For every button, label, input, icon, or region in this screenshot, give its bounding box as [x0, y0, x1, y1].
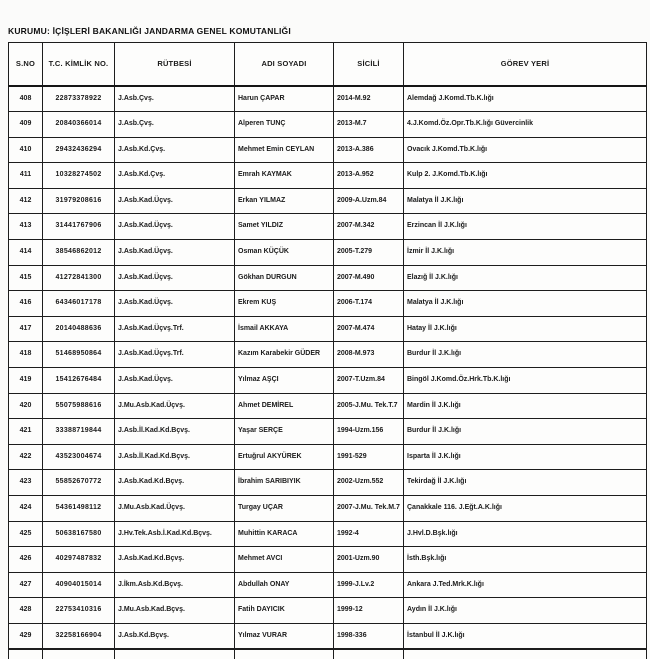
cell-rutbe: J.Asb.Kad.Üçvş.: [115, 240, 235, 266]
table-row: [9, 598, 647, 624]
cell-adi-soyadi: Alperen TUNÇ: [235, 112, 334, 138]
cell-rutbe: J.Asb.Kad.Kd.Bçvş.: [115, 547, 235, 573]
cell-sno: 417: [9, 316, 43, 342]
cell-tc-kimlik: 40904015014: [43, 572, 115, 598]
cell-gorev-yeri: J.Hvl.D.Bşk.lığı: [404, 521, 647, 547]
cell-rutbe: J.Asb.Kad.Üçvş.: [115, 188, 235, 214]
document-title: KURUMU: İÇİŞLERİ BAKANLIĞI JANDARMA GENEL KOMUTANLIĞI: [8, 26, 291, 36]
cell-sno: 418: [9, 342, 43, 368]
cell-sicil: 2013-A.386: [334, 137, 404, 163]
cell-rutbe: J.Mu.Asb.Kad.Bçvş.: [115, 598, 235, 624]
cell-gorev-yeri: İzmir İl J.K.lığı: [404, 240, 647, 266]
cell-rutbe: J.Asb.Kad.Kd.Bçvş.: [115, 470, 235, 496]
table-row: [9, 470, 647, 496]
cell-sicil: 1994-Uzm.156: [334, 419, 404, 445]
cell-gorev-yeri: İstanbul İl J.K.lığı: [404, 623, 647, 649]
cell-sno: 424: [9, 496, 43, 522]
cell-sno: 425: [9, 521, 43, 547]
cell-sno: 421: [9, 419, 43, 445]
cell-tc-kimlik: 22873378922: [43, 86, 115, 112]
table-row: [9, 265, 647, 291]
cell-sno: 427: [9, 572, 43, 598]
column-header-gorev-yeri: GÖREV YERİ: [404, 43, 647, 87]
cell-rutbe: J.Hv.Tek.Asb.İ.Kad.Kd.Bçvş.: [115, 521, 235, 547]
cell-adi-soyadi: Kazım Karabekir GÜDER: [235, 342, 334, 368]
table-row: [9, 291, 647, 317]
cell-sno: 410: [9, 137, 43, 163]
cell-sno: 428: [9, 598, 43, 624]
table-row: [9, 419, 647, 445]
cell-adi-soyadi: Turgay UÇAR: [235, 496, 334, 522]
cell-sno: 414: [9, 240, 43, 266]
cell-adi-soyadi: İsmail AKKAYA: [235, 316, 334, 342]
cell-gorev-yeri: Kulp 2. J.Komd.Tb.K.lığı: [404, 163, 647, 189]
cell-gorev-yeri: Malatya İl J.K.lığı: [404, 188, 647, 214]
cell-adi-soyadi: Ahmet DEMİREL: [235, 393, 334, 419]
cell-tc-kimlik: 41272841300: [43, 265, 115, 291]
cell-gorev-yeri: Isparta İl J.K.lığı: [404, 444, 647, 470]
cell-tc-kimlik: 55852670772: [43, 470, 115, 496]
cell-sicil: 2007-M.490: [334, 265, 404, 291]
cell-tc-kimlik: [43, 649, 115, 659]
cell-sicil: 2007-T.Uzm.84: [334, 368, 404, 394]
table-row: [9, 240, 647, 266]
cell-sno: [9, 649, 43, 659]
table-header: [9, 43, 647, 87]
cell-sno: 420: [9, 393, 43, 419]
cell-tc-kimlik: 22753410316: [43, 598, 115, 624]
cell-sicil: 1992-4: [334, 521, 404, 547]
table-row: [9, 316, 647, 342]
cell-gorev-yeri: 4.J.Komd.Öz.Opr.Tb.K.lığı Güvercinlik: [404, 112, 647, 138]
cell-adi-soyadi: Mehmet AVCI: [235, 547, 334, 573]
cell-rutbe: J.Asb.Çvş.: [115, 86, 235, 112]
cell-gorev-yeri: Aydın İl J.K.lığı: [404, 598, 647, 624]
table-row: [9, 214, 647, 240]
cell-sno: 422: [9, 444, 43, 470]
cell-adi-soyadi: Harun ÇAPAR: [235, 86, 334, 112]
cell-rutbe: J.Asb.Kd.Çvş.: [115, 163, 235, 189]
cell-tc-kimlik: 40297487832: [43, 547, 115, 573]
cell-sicil: 2008-M.973: [334, 342, 404, 368]
cell-adi-soyadi: Fatih DAYICIK: [235, 598, 334, 624]
table-row: [9, 163, 647, 189]
personnel-table: [8, 42, 647, 659]
table-body: [9, 86, 647, 659]
cell-sno: 413: [9, 214, 43, 240]
cell-adi-soyadi: Mehmet Emin CEYLAN: [235, 137, 334, 163]
cell-sicil: 2014-M.92: [334, 86, 404, 112]
cell-sno: 409: [9, 112, 43, 138]
table-row: [9, 342, 647, 368]
cell-rutbe: J.Asb.Kad.Üçvş.: [115, 265, 235, 291]
cell-rutbe: J.Asb.Kad.Üçvş.: [115, 368, 235, 394]
cell-tc-kimlik: 55075988616: [43, 393, 115, 419]
cell-gorev-yeri: Ovacık J.Komd.Tb.K.lığı: [404, 137, 647, 163]
cell-tc-kimlik: 50638167580: [43, 521, 115, 547]
table-row: [9, 137, 647, 163]
cell-tc-kimlik: 54361498112: [43, 496, 115, 522]
column-header-tc-kimlik: T.C. KİMLİK NO.: [43, 43, 115, 87]
column-header-sno: S.NO: [9, 43, 43, 87]
cell-tc-kimlik: 33388719844: [43, 419, 115, 445]
cell-sicil: 2007-M.474: [334, 316, 404, 342]
cell-sicil: 1998-336: [334, 623, 404, 649]
cell-rutbe: J.Asb.Çvş.: [115, 112, 235, 138]
cell-sno: 411: [9, 163, 43, 189]
cell-gorev-yeri: Ankara J.Ted.Mrk.K.lığı: [404, 572, 647, 598]
cell-rutbe: J.Asb.Kad.Üçvş.Trf.: [115, 342, 235, 368]
cell-sicil: 2002-Uzm.552: [334, 470, 404, 496]
cell-rutbe: J.Mu.Asb.Kad.Üçvş.: [115, 393, 235, 419]
table-row: [9, 496, 647, 522]
cell-sno: 416: [9, 291, 43, 317]
cell-sno: 423: [9, 470, 43, 496]
cell-tc-kimlik: 20840366014: [43, 112, 115, 138]
cell-adi-soyadi: İbrahim SARIBIYIK: [235, 470, 334, 496]
table-row: [9, 112, 647, 138]
column-header-sicili: SİCİLİ: [334, 43, 404, 87]
cell-gorev-yeri: Burdur İl J.K.lığı: [404, 419, 647, 445]
cell-adi-soyadi: Yılmaz AŞÇI: [235, 368, 334, 394]
cell-rutbe: [115, 649, 235, 659]
cell-tc-kimlik: 51468950864: [43, 342, 115, 368]
cell-gorev-yeri: Hatay İl J.K.lığı: [404, 316, 647, 342]
cell-sno: 419: [9, 368, 43, 394]
cell-gorev-yeri: Tekirdağ İl J.K.lığı: [404, 470, 647, 496]
cell-adi-soyadi: Muhittin KARACA: [235, 521, 334, 547]
cell-sno: 429: [9, 623, 43, 649]
cell-rutbe: J.İkm.Asb.Kd.Bçvş.: [115, 572, 235, 598]
cell-sno: 426: [9, 547, 43, 573]
cell-rutbe: J.Asb.İl.Kad.Kd.Bçvş.: [115, 444, 235, 470]
cell-adi-soyadi: [235, 649, 334, 659]
cell-adi-soyadi: Yılmaz VURAR: [235, 623, 334, 649]
partial-table-row: [9, 649, 647, 659]
cell-tc-kimlik: 20140488636: [43, 316, 115, 342]
table-row: [9, 444, 647, 470]
cell-gorev-yeri: Erzincan İl J.K.lığı: [404, 214, 647, 240]
cell-adi-soyadi: Osman KÜÇÜK: [235, 240, 334, 266]
cell-gorev-yeri: Burdur İl J.K.lığı: [404, 342, 647, 368]
cell-sicil: 2007-M.342: [334, 214, 404, 240]
cell-sno: 412: [9, 188, 43, 214]
cell-rutbe: J.Asb.Kad.Üçvş.: [115, 291, 235, 317]
cell-sicil: 2009-A.Uzm.84: [334, 188, 404, 214]
cell-gorev-yeri: Mardin İl J.K.lığı: [404, 393, 647, 419]
cell-adi-soyadi: Emrah KAYMAK: [235, 163, 334, 189]
cell-sicil: 2013-A.952: [334, 163, 404, 189]
cell-tc-kimlik: 31979208616: [43, 188, 115, 214]
cell-tc-kimlik: 15412676484: [43, 368, 115, 394]
header-row: [9, 43, 647, 87]
table-row: [9, 393, 647, 419]
cell-rutbe: J.Asb.Kad.Üçvş.: [115, 214, 235, 240]
cell-gorev-yeri: Elazığ İl J.K.lığı: [404, 265, 647, 291]
cell-adi-soyadi: Ertuğrul AKYÜREK: [235, 444, 334, 470]
cell-adi-soyadi: Gökhan DURGUN: [235, 265, 334, 291]
cell-sicil: [334, 649, 404, 659]
cell-tc-kimlik: 38546862012: [43, 240, 115, 266]
cell-tc-kimlik: 43523004674: [43, 444, 115, 470]
cell-rutbe: J.Asb.Kd.Bçvş.: [115, 623, 235, 649]
column-header-rutbesi: RÜTBESİ: [115, 43, 235, 87]
cell-sicil: 1999-J.Lv.2: [334, 572, 404, 598]
cell-rutbe: J.Asb.Kd.Çvş.: [115, 137, 235, 163]
cell-sno: 415: [9, 265, 43, 291]
column-header-adi-soyadi: ADI SOYADI: [235, 43, 334, 87]
cell-adi-soyadi: Abdullah ONAY: [235, 572, 334, 598]
cell-tc-kimlik: 31441767906: [43, 214, 115, 240]
cell-tc-kimlik: 10328274502: [43, 163, 115, 189]
cell-rutbe: J.Asb.Kad.Üçvş.Trf.: [115, 316, 235, 342]
cell-gorev-yeri: Çanakkale 116. J.Eğt.A.K.lığı: [404, 496, 647, 522]
cell-adi-soyadi: Samet YILDIZ: [235, 214, 334, 240]
cell-sicil: 2005-J.Mu. Tek.T.7: [334, 393, 404, 419]
cell-rutbe: J.Mu.Asb.Kad.Üçvş.: [115, 496, 235, 522]
table-row: [9, 623, 647, 649]
cell-sicil: 2007-J.Mu. Tek.M.7: [334, 496, 404, 522]
cell-tc-kimlik: 29432436294: [43, 137, 115, 163]
cell-gorev-yeri: [404, 649, 647, 659]
cell-gorev-yeri: Bingöl J.Komd.Öz.Hrk.Tb.K.lığı: [404, 368, 647, 394]
cell-sicil: 1991-529: [334, 444, 404, 470]
table-row: [9, 188, 647, 214]
table-row: [9, 572, 647, 598]
cell-gorev-yeri: Alemdağ J.Komd.Tb.K.lığı: [404, 86, 647, 112]
cell-gorev-yeri: İsth.Bşk.lığı: [404, 547, 647, 573]
cell-tc-kimlik: 32258166904: [43, 623, 115, 649]
cell-gorev-yeri: Malatya İl J.K.lığı: [404, 291, 647, 317]
cell-rutbe: J.Asb.İl.Kad.Kd.Bçvş.: [115, 419, 235, 445]
table-row: [9, 547, 647, 573]
cell-adi-soyadi: Yaşar SERÇE: [235, 419, 334, 445]
cell-sicil: 2006-T.174: [334, 291, 404, 317]
cell-sicil: 2005-T.279: [334, 240, 404, 266]
cell-sicil: 2001-Uzm.90: [334, 547, 404, 573]
cell-adi-soyadi: Erkan YILMAZ: [235, 188, 334, 214]
cell-tc-kimlik: 64346017178: [43, 291, 115, 317]
table-row: [9, 368, 647, 394]
cell-adi-soyadi: Ekrem KUŞ: [235, 291, 334, 317]
table-row: [9, 521, 647, 547]
table-row: [9, 86, 647, 112]
cell-sno: 408: [9, 86, 43, 112]
cell-sicil: 1999-12: [334, 598, 404, 624]
cell-sicil: 2013-M.7: [334, 112, 404, 138]
